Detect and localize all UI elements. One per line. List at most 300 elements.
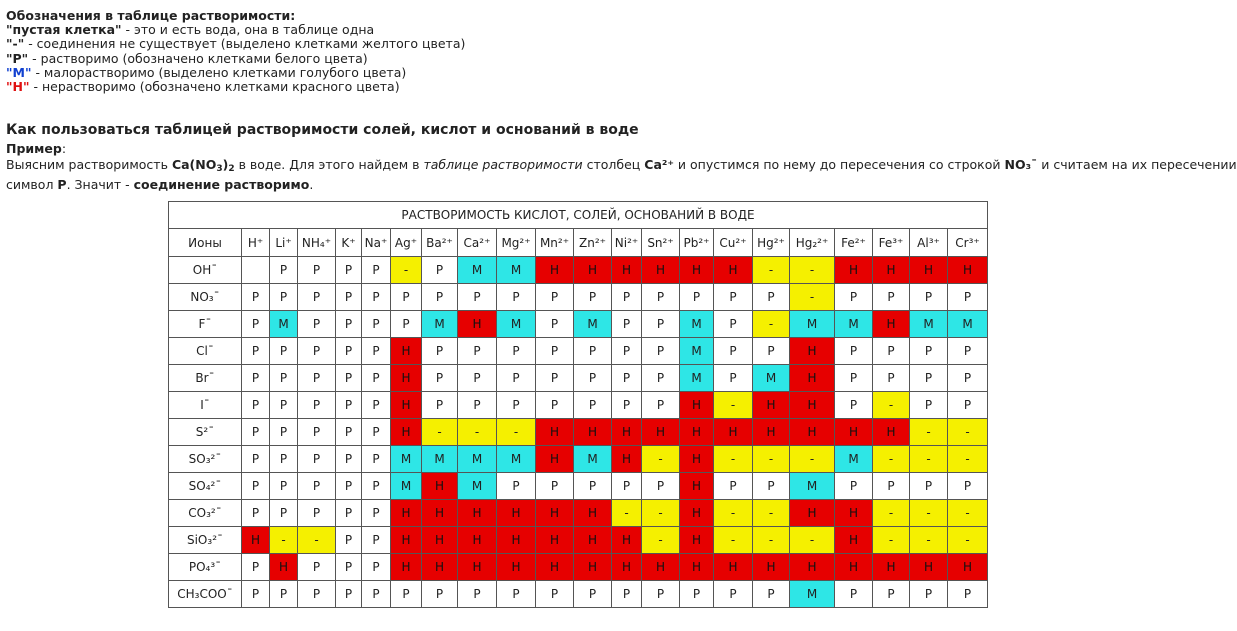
solubility-cell: Р — [612, 365, 642, 392]
solubility-cell: Р — [362, 446, 391, 473]
solubility-cell: Р — [422, 338, 458, 365]
solubility-cell: Н — [391, 419, 422, 446]
cation-header: Sn²⁺ — [642, 229, 680, 257]
solubility-cell: М — [458, 473, 497, 500]
solubility-cell: Р — [242, 365, 270, 392]
cation-header: H⁺ — [242, 229, 270, 257]
bold-text: соединение растворимо — [133, 177, 310, 192]
legend-text: - малорастворимо (выделено клетками голубого цвета) — [31, 64, 407, 80]
legend-text: - нерастворимо (обозначено клетками красного цвета) — [29, 79, 400, 95]
solubility-cell: Н — [458, 527, 497, 554]
solubility-cell: Р — [336, 365, 362, 392]
solubility-cell: Р — [574, 473, 612, 500]
solubility-cell: Р — [242, 338, 270, 365]
cation-header: NH₄⁺ — [298, 229, 336, 257]
solubility-cell: Н — [536, 527, 574, 554]
legend-key: "пустая клетка" — [6, 22, 122, 38]
cation-header: Na⁺ — [362, 229, 391, 257]
table-row — [169, 527, 988, 554]
solubility-cell: Р — [873, 581, 910, 608]
solubility-cell: Н — [391, 554, 422, 581]
anion-header: SO₄²¯ — [169, 473, 242, 500]
solubility-cell: Р — [574, 365, 612, 392]
example-label: Пример — [6, 141, 62, 156]
symbol: Р — [57, 177, 67, 192]
cation-header: Mg²⁺ — [497, 229, 536, 257]
cation-header: Fe³⁺ — [873, 229, 910, 257]
solubility-cell: Р — [242, 284, 270, 311]
solubility-cell: М — [753, 365, 790, 392]
solubility-cell: Н — [612, 257, 642, 284]
solubility-cell: Р — [298, 446, 336, 473]
solubility-cell: Р — [298, 365, 336, 392]
solubility-cell: М — [497, 311, 536, 338]
solubility-cell: Р — [458, 392, 497, 419]
solubility-cell: Н — [948, 554, 988, 581]
solubility-cell: Р — [642, 338, 680, 365]
anion-header: Cl¯ — [169, 338, 242, 365]
solubility-cell: - — [873, 446, 910, 473]
solubility-cell: М — [422, 311, 458, 338]
solubility-cell: Р — [642, 365, 680, 392]
solubility-cell: Н — [948, 257, 988, 284]
solubility-cell: - — [753, 257, 790, 284]
legend-key: "М" — [6, 64, 32, 80]
legend-item — [6, 80, 465, 94]
solubility-cell: Р — [298, 311, 336, 338]
solubility-cell: Р — [270, 338, 298, 365]
solubility-cell: Н — [680, 500, 714, 527]
solubility-cell: Н — [422, 500, 458, 527]
solubility-cell: М — [680, 365, 714, 392]
solubility-cell: Р — [298, 581, 336, 608]
solubility-cell: Р — [910, 473, 948, 500]
solubility-cell: Н — [574, 257, 612, 284]
anion-header: SiO₃²¯ — [169, 527, 242, 554]
solubility-cell: Р — [422, 257, 458, 284]
solubility-cell: Р — [714, 284, 753, 311]
cation-header: Cr³⁺ — [948, 229, 988, 257]
solubility-cell: Н — [612, 446, 642, 473]
solubility-cell: - — [910, 500, 948, 527]
solubility-cell: Р — [835, 473, 873, 500]
cation-header: Pb²⁺ — [680, 229, 714, 257]
solubility-cell: Р — [612, 473, 642, 500]
solubility-cell: - — [642, 527, 680, 554]
solubility-cell: Р — [391, 284, 422, 311]
solubility-cell: Р — [270, 365, 298, 392]
solubility-cell: М — [270, 311, 298, 338]
solubility-cell: Н — [790, 365, 835, 392]
anion-header: PO₄³¯ — [169, 554, 242, 581]
solubility-cell: Н — [242, 527, 270, 554]
solubility-cell: Р — [642, 473, 680, 500]
anion-header: CH₃COO¯ — [169, 581, 242, 608]
solubility-cell: Р — [835, 365, 873, 392]
solubility-cell: Р — [536, 473, 574, 500]
solubility-cell: - — [873, 500, 910, 527]
solubility-cell: Р — [242, 311, 270, 338]
solubility-cell: Н — [753, 554, 790, 581]
solubility-cell: Н — [680, 446, 714, 473]
solubility-cell: Н — [873, 257, 910, 284]
solubility-cell: Н — [574, 500, 612, 527]
solubility-cell: М — [422, 446, 458, 473]
solubility-cell: Р — [714, 365, 753, 392]
legend-title: Обозначения в таблице растворимости: — [6, 8, 296, 23]
table-row — [169, 338, 988, 365]
solubility-cell: Р — [242, 446, 270, 473]
legend-text: - растворимо (обозначено клетками белого цвета) — [28, 50, 368, 66]
solubility-cell: Р — [336, 392, 362, 419]
formula-part: Ca(NO — [171, 157, 217, 172]
solubility-cell: М — [458, 446, 497, 473]
solubility-cell: Р — [873, 338, 910, 365]
anion-header: NO₃¯ — [169, 284, 242, 311]
cation-header: K⁺ — [336, 229, 362, 257]
solubility-cell: Р — [362, 554, 391, 581]
solubility-cell: - — [458, 419, 497, 446]
solubility-cell: М — [391, 473, 422, 500]
solubility-cell: Р — [422, 365, 458, 392]
formula-part: ) — [222, 157, 229, 172]
solubility-cell: Р — [298, 500, 336, 527]
text: символ — [6, 177, 58, 192]
solubility-cell: М — [574, 446, 612, 473]
anion-header: S²¯ — [169, 419, 242, 446]
solubility-cell: Н — [910, 554, 948, 581]
solubility-cell: Н — [391, 365, 422, 392]
solubility-cell: Р — [242, 554, 270, 581]
solubility-cell: Н — [790, 338, 835, 365]
solubility-cell: Р — [536, 392, 574, 419]
text: в воде. Для этого найдем в — [234, 157, 424, 172]
solubility-cell: Р — [336, 581, 362, 608]
solubility-cell: Р — [574, 581, 612, 608]
solubility-cell: Н — [642, 554, 680, 581]
solubility-cell: Р — [714, 473, 753, 500]
solubility-cell: М — [497, 446, 536, 473]
solubility-cell: Р — [242, 419, 270, 446]
solubility-cell: М — [680, 338, 714, 365]
legend-key: "Н" — [6, 79, 30, 95]
solubility-cell: Р — [298, 392, 336, 419]
solubility-cell: - — [391, 257, 422, 284]
table-row — [169, 581, 988, 608]
legend-text: - соединения не существует (выделено клетками желтого цвета) — [24, 36, 466, 52]
solubility-cell: Р — [680, 581, 714, 608]
anion-header: Br¯ — [169, 365, 242, 392]
solubility-cell: М — [910, 311, 948, 338]
text: . — [309, 177, 314, 192]
solubility-cell: Н — [574, 527, 612, 554]
solubility-cell: Н — [612, 527, 642, 554]
solubility-cell: Р — [242, 581, 270, 608]
solubility-cell: Р — [362, 311, 391, 338]
solubility-cell: - — [642, 446, 680, 473]
solubility-cell: М — [948, 311, 988, 338]
solubility-cell: Р — [242, 392, 270, 419]
text: столбец — [582, 157, 645, 172]
solubility-cell: Р — [612, 311, 642, 338]
solubility-cell: Н — [642, 257, 680, 284]
solubility-cell: Р — [362, 581, 391, 608]
anion-header: I¯ — [169, 392, 242, 419]
solubility-cell: Р — [336, 311, 362, 338]
solubility-cell: Р — [642, 392, 680, 419]
solubility-cell: Н — [574, 419, 612, 446]
solubility-cell: - — [714, 446, 753, 473]
solubility-cell: Р — [835, 392, 873, 419]
legend — [6, 9, 465, 94]
table-row — [169, 554, 988, 581]
anion-header: OH¯ — [169, 257, 242, 284]
solubility-cell: Н — [835, 527, 873, 554]
solubility-cell: Р — [536, 338, 574, 365]
formula-sub: 2 — [228, 164, 235, 174]
solubility-cell: Р — [362, 365, 391, 392]
solubility-cell: Н — [790, 554, 835, 581]
solubility-cell: Н — [790, 419, 835, 446]
solubility-cell: Р — [574, 392, 612, 419]
solubility-cell: Р — [336, 554, 362, 581]
solubility-cell: Р — [270, 392, 298, 419]
solubility-cell: Н — [714, 554, 753, 581]
table-row — [169, 257, 988, 284]
solubility-cell: - — [910, 527, 948, 554]
solubility-cell: Н — [714, 257, 753, 284]
cation-header: Ba²⁺ — [422, 229, 458, 257]
solubility-cell: Р — [336, 257, 362, 284]
solubility-cell: Р — [612, 284, 642, 311]
solubility-cell: Р — [422, 581, 458, 608]
solubility-cell: - — [612, 500, 642, 527]
solubility-cell: Р — [336, 473, 362, 500]
solubility-cell: Р — [298, 419, 336, 446]
solubility-cell: М — [680, 311, 714, 338]
solubility-cell: Н — [680, 527, 714, 554]
solubility-cell: Н — [497, 500, 536, 527]
table-row — [169, 446, 988, 473]
table-row — [169, 365, 988, 392]
table-row — [169, 419, 988, 446]
solubility-cell: Р — [714, 311, 753, 338]
solubility-cell: - — [422, 419, 458, 446]
solubility-cell: Р — [497, 392, 536, 419]
solubility-cell: Р — [362, 284, 391, 311]
cation-header: Hg₂²⁺ — [790, 229, 835, 257]
solubility-cell: Н — [422, 527, 458, 554]
solubility-cell: Н — [574, 554, 612, 581]
cation-header: Hg²⁺ — [753, 229, 790, 257]
legend-item — [6, 37, 465, 51]
solubility-cell: Р — [873, 284, 910, 311]
table-row — [169, 311, 988, 338]
solubility-cell: Р — [497, 365, 536, 392]
solubility-cell: Р — [497, 338, 536, 365]
table-caption: РАСТВОРИМОСТЬ КИСЛОТ, СОЛЕЙ, ОСНОВАНИЙ В ВОДЕ — [169, 202, 988, 229]
solubility-cell: Р — [948, 365, 988, 392]
table-row — [169, 392, 988, 419]
table-row — [169, 473, 988, 500]
solubility-cell: Р — [910, 365, 948, 392]
cation-header: Li⁺ — [270, 229, 298, 257]
solubility-cell: М — [790, 581, 835, 608]
solubility-cell: - — [873, 392, 910, 419]
solubility-cell: Р — [612, 338, 642, 365]
formula-sub: 3 — [216, 164, 223, 174]
solubility-cell: Н — [612, 419, 642, 446]
table-row — [169, 284, 988, 311]
solubility-cell: - — [497, 419, 536, 446]
text: Выясним растворимость — [6, 157, 172, 172]
text: и считаем на их пересечении — [1037, 157, 1237, 172]
solubility-cell: Н — [873, 311, 910, 338]
solubility-cell: Р — [536, 581, 574, 608]
solubility-cell: Р — [910, 338, 948, 365]
solubility-cell: Р — [362, 419, 391, 446]
solubility-cell: Р — [714, 338, 753, 365]
solubility-cell: Н — [680, 419, 714, 446]
solubility-cell: Р — [298, 554, 336, 581]
legend-key: "-" — [6, 36, 25, 52]
anion-header: F¯ — [169, 311, 242, 338]
solubility-cell: Р — [948, 581, 988, 608]
solubility-cell: Р — [270, 473, 298, 500]
solubility-cell: Р — [270, 581, 298, 608]
solubility-cell: - — [790, 527, 835, 554]
solubility-cell: Р — [948, 338, 988, 365]
solubility-cell: Н — [753, 392, 790, 419]
solubility-cell: Н — [753, 419, 790, 446]
cation-header: Ca²⁺ — [458, 229, 497, 257]
solubility-cell: М — [391, 446, 422, 473]
solubility-cell: Р — [642, 311, 680, 338]
example-block: Пример: Выясним растворимость $Ca(NO_3)_2$ в воде. Для этого найдем в таблице растворимости столбец Ca²⁺ и опустимся по нему до пересечения со строкой NO₃¯ и считаем на их пересечении символ Р. Значит - соединение растворимо. — [6, 141, 1237, 192]
legend-key: "P" — [6, 50, 29, 66]
solubility-cell: Н — [536, 554, 574, 581]
solubility-cell: Р — [362, 338, 391, 365]
solubility-cell: - — [948, 419, 988, 446]
solubility-cell: Н — [536, 446, 574, 473]
solubility-cell: - — [948, 527, 988, 554]
solubility-cell: Н — [835, 500, 873, 527]
solubility-cell: Р — [835, 284, 873, 311]
solubility-cell: Р — [391, 311, 422, 338]
solubility-cell: - — [298, 527, 336, 554]
example-line-1 — [6, 157, 1237, 177]
cation-header: Al³⁺ — [910, 229, 948, 257]
solubility-cell: Р — [336, 284, 362, 311]
solubility-cell: Н — [835, 257, 873, 284]
corner-header: Ионы — [169, 229, 242, 257]
solubility-cell: Р — [753, 338, 790, 365]
solubility-cell: Н — [680, 554, 714, 581]
solubility-cell: Р — [336, 338, 362, 365]
solubility-cell: Р — [336, 527, 362, 554]
solubility-cell: Р — [298, 338, 336, 365]
legend-item — [6, 23, 465, 37]
solubility-cell: Н — [835, 419, 873, 446]
solubility-cell: Р — [910, 581, 948, 608]
solubility-cell: - — [910, 419, 948, 446]
solubility-cell: Р — [536, 284, 574, 311]
solubility-cell: - — [873, 527, 910, 554]
solubility-cell: - — [790, 257, 835, 284]
solubility-cell: Р — [753, 581, 790, 608]
solubility-cell: Р — [835, 338, 873, 365]
solubility-cell: М — [835, 446, 873, 473]
solubility-cell: Р — [362, 473, 391, 500]
solubility-cell: - — [753, 446, 790, 473]
solubility-cell: Н — [612, 554, 642, 581]
solubility-cell: Р — [336, 500, 362, 527]
cation-header: Mn²⁺ — [536, 229, 574, 257]
solubility-cell: Р — [422, 284, 458, 311]
formula — [172, 157, 235, 172]
solubility-cell: Р — [270, 257, 298, 284]
solubility-cell: Р — [362, 392, 391, 419]
solubility-cell: Н — [536, 419, 574, 446]
solubility-cell: Н — [790, 392, 835, 419]
anion-header: CO₃²¯ — [169, 500, 242, 527]
solubility-cell: - — [714, 527, 753, 554]
solubility-cell: Н — [391, 392, 422, 419]
solubility-cell: Р — [753, 284, 790, 311]
solubility-cell: Р — [458, 338, 497, 365]
text: и опустимся по нему до пересечения со строкой — [673, 157, 1005, 172]
solubility-cell: Р — [835, 581, 873, 608]
solubility-cell: - — [714, 392, 753, 419]
cation-header: Zn²⁺ — [574, 229, 612, 257]
solubility-table — [168, 201, 988, 608]
solubility-cell: Р — [642, 284, 680, 311]
solubility-cell: Р — [948, 284, 988, 311]
solubility-cell: Р — [910, 392, 948, 419]
solubility-cell: Р — [242, 473, 270, 500]
solubility-cell: Н — [497, 527, 536, 554]
solubility-cell: Р — [458, 284, 497, 311]
howto-heading: Как пользоваться таблицей растворимости солей, кислот и оснований в воде — [6, 122, 639, 138]
solubility-cell: М — [835, 311, 873, 338]
solubility-cell: Р — [574, 284, 612, 311]
ion: NO₃¯ — [1004, 157, 1038, 172]
solubility-cell: Н — [422, 554, 458, 581]
solubility-cell: Н — [458, 500, 497, 527]
solubility-cell: Р — [270, 446, 298, 473]
solubility-cell: Р — [497, 284, 536, 311]
solubility-cell: Р — [536, 311, 574, 338]
cation-header: Fe²⁺ — [835, 229, 873, 257]
table-row — [169, 500, 988, 527]
solubility-cell: Н — [873, 419, 910, 446]
text: . Значит - — [66, 177, 134, 192]
solubility-cell: Р — [714, 581, 753, 608]
solubility-cell: Р — [536, 365, 574, 392]
solubility-cell: Н — [391, 500, 422, 527]
solubility-cell: Р — [422, 392, 458, 419]
solubility-cell: Н — [873, 554, 910, 581]
solubility-cell: - — [753, 527, 790, 554]
cation-header: Ni²⁺ — [612, 229, 642, 257]
cation-header: Ag⁺ — [391, 229, 422, 257]
solubility-cell: М — [574, 311, 612, 338]
solubility-cell: Н — [680, 257, 714, 284]
solubility-cell: - — [948, 500, 988, 527]
solubility-cell: Р — [270, 284, 298, 311]
legend-item — [6, 66, 465, 80]
anion-header: SO₃²¯ — [169, 446, 242, 473]
